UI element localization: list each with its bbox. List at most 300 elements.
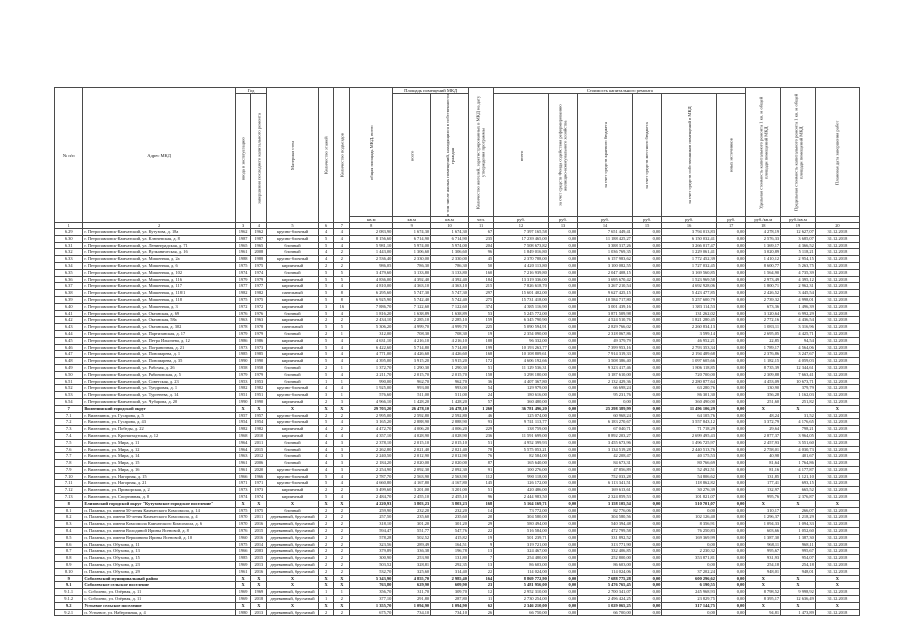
table-cell: 4 564,06 [781, 344, 816, 351]
table-cell: 629,90 [393, 582, 431, 589]
table-cell: 5 974,00 [393, 242, 431, 249]
table-row [55, 249, 860, 256]
table-cell: 1975 [235, 541, 251, 548]
table-cell: 968,11 [746, 541, 781, 548]
table-row [55, 500, 860, 507]
table-cell: 4 [334, 371, 350, 378]
table-cell: 2 [334, 596, 350, 603]
table-cell: 6.43 [55, 324, 83, 331]
table-cell: 0,00 [716, 521, 746, 528]
table-cell: 2 [318, 487, 334, 494]
table-cell: 1 925,00 [350, 385, 393, 392]
table-row [55, 494, 860, 501]
table-cell: X [235, 582, 251, 589]
table-cell: 2 877,37 [746, 432, 781, 439]
table-cell: 2 376,87 [781, 494, 816, 501]
column-number-cell: 5 [267, 223, 318, 229]
table-cell: 1974 [251, 494, 267, 501]
table-cell: 313 771,90 [578, 541, 633, 548]
table-cell: г. Вилючинск, ул. Гусарова, д. 43 [83, 419, 235, 426]
table-cell: 5 [318, 419, 334, 426]
table-cell: 159 [468, 317, 493, 324]
table-cell: 4 [334, 432, 350, 439]
table-cell: г. Вилючинск, ул. Приморская, д. 2 [83, 487, 235, 494]
table-cell: 2 496 424,25 [578, 596, 633, 603]
table-cell: 31.12.2018 [815, 453, 859, 460]
table-cell: 0,00 [548, 602, 577, 609]
table-cell: 0,00 [632, 596, 661, 603]
table-cell: 2 330,00 [393, 256, 431, 263]
table-row [55, 575, 860, 582]
table-cell: 2 484,70 [350, 494, 393, 501]
table-cell: 2 132 429,36 [578, 378, 633, 385]
table-cell: 954,07 [781, 555, 816, 562]
table-cell: 0,00 [716, 303, 746, 310]
table-cell: 2 [318, 562, 334, 569]
table-row [55, 460, 860, 467]
table-cell: 31.12.2018 [815, 534, 859, 541]
table-cell: 0,00 [716, 229, 746, 236]
table-cell: 31.12.2018 [815, 589, 859, 596]
table-cell: 7 397 165,58 [494, 229, 549, 236]
table-cell: 7 651 449,41 [578, 229, 633, 236]
table-cell: 510 701,07 [662, 500, 717, 507]
table-cell: 7.6 [55, 446, 83, 453]
table-cell: 2 [318, 330, 334, 337]
table-row [55, 514, 860, 521]
table-cell: кирпичный [267, 262, 318, 269]
table-cell: 3 [318, 392, 334, 399]
header-cost-local: за счет средств местного бюджета [632, 94, 661, 217]
table-cell: 0,00 [548, 269, 577, 276]
table-cell: 1 162,03 [781, 392, 816, 399]
table-cell: 301,20 [393, 521, 431, 528]
table-cell: 0,00 [548, 276, 577, 283]
table-cell: 5 263,75 [781, 262, 816, 269]
table-cell: кирпичный [267, 351, 318, 358]
table-cell: 693,15 [781, 480, 816, 487]
table-cell: деревянный, брусчатый [267, 521, 318, 528]
table-row [55, 256, 860, 263]
table-cell: г. Петропавловск-Камчатский, ул. Партизанская, д. 17 [83, 330, 235, 337]
table-cell: 0,00 [632, 548, 661, 555]
table-cell: 1 306,60 [431, 249, 469, 256]
table-cell: 8 [334, 296, 350, 303]
column-number-cell: 13 [548, 223, 577, 229]
table-cell: 6.36 [55, 276, 83, 283]
table-cell: 0,00 [548, 392, 577, 399]
table-cell: 2 [318, 568, 334, 575]
table-cell: блочный [267, 310, 318, 317]
table-cell: 3 915,20 [393, 358, 431, 365]
table-cell: 1 [318, 378, 334, 385]
table-cell: 37 202,24 [662, 568, 717, 575]
table-cell: 40,98 [746, 453, 781, 460]
table-cell: 0,00 [716, 378, 746, 385]
table-cell: 4 [318, 426, 334, 433]
table-cell: 310,17 [746, 507, 781, 514]
table-cell: 31.12.2018 [815, 507, 859, 514]
table-cell: 48,24 [746, 412, 781, 419]
table-cell: 0,00 [548, 514, 577, 521]
table-row [55, 521, 860, 528]
table-cell: 5 714,80 [431, 344, 469, 351]
table-cell: X [318, 575, 334, 582]
table-cell: 126 172,00 [494, 480, 549, 487]
table-cell: 1 849 016,80 [494, 249, 549, 256]
table-cell: 673,36 [746, 303, 781, 310]
table-cell: 4 966,10 [350, 398, 393, 405]
table-cell: 5 [318, 337, 334, 344]
table-cell: 360 480,00 [494, 398, 549, 405]
table-cell: блочный [267, 330, 318, 337]
table-cell: 0,00 [716, 256, 746, 263]
table-row [55, 235, 860, 242]
table-cell: 5 747,30 [393, 290, 431, 297]
table-cell: 31,52 [781, 412, 816, 419]
table-cell: г. Петропавловск-Камчатский, ул. Пономарева, д. 1 [83, 351, 235, 358]
table-cell: 2 695,05 [746, 330, 781, 337]
table-cell: 0,00 [548, 290, 577, 297]
table-cell: 253,90 [393, 555, 431, 562]
table-cell: 66 698,24 [578, 385, 633, 392]
table-cell: 6.31 [55, 242, 83, 249]
table-cell: 4 [334, 419, 350, 426]
table-cell: 1969 [235, 596, 251, 603]
table-cell: 15 601 402,00 [494, 290, 549, 297]
table-cell: 1 772 452,39 [662, 256, 717, 263]
header-area-group: Площадь помещений МКД [393, 88, 469, 94]
table-cell: 2 [318, 609, 334, 616]
table-cell: 4 006,20 [393, 426, 431, 433]
table-cell: 3 [334, 453, 350, 460]
table-row [55, 480, 860, 487]
table-row [55, 310, 860, 317]
table-row [55, 466, 860, 473]
table-cell: X [746, 405, 781, 412]
table-cell: 50 [468, 262, 493, 269]
table-cell: 3 695 670,42 [578, 276, 633, 283]
table-cell: 4 436,54 [781, 317, 816, 324]
column-number-cell: 7 [334, 223, 350, 229]
table-cell: 4 952 399,93 [494, 439, 549, 446]
table-cell: 0,00 [548, 378, 577, 385]
table-cell: 1979 [235, 371, 251, 378]
table-cell: 734,10 [393, 609, 431, 616]
table-cell: блочный [267, 249, 318, 256]
table-cell: 130,90 [746, 385, 781, 392]
table-cell: г. Петропавловск-Камчатский, ул. Мишенная, д. 116 [83, 276, 235, 283]
table-cell: 4 606 192,66 [494, 358, 549, 365]
table-cell: 1 764,86 [781, 460, 816, 467]
table-cell: 0,00 [716, 473, 746, 480]
table-row [55, 378, 860, 385]
table-cell: 3 158 105,54 [578, 500, 633, 507]
table-cell: 1988 [235, 256, 251, 263]
table-cell: 6 295,60 [350, 290, 393, 297]
table-cell: 165 640,00 [494, 460, 549, 467]
table-cell: 2 426,52 [746, 290, 781, 297]
table-cell: 14 [468, 507, 493, 514]
table-cell: X [267, 575, 318, 582]
table-cell: 245 968,93 [662, 589, 717, 596]
table-cell: 2010 [251, 432, 267, 439]
table-cell: кирпичный [267, 283, 318, 290]
table-cell: 78 [468, 446, 493, 453]
table-cell: 9 627 425,15 [578, 290, 633, 297]
table-cell: 1 094,33 [746, 521, 781, 528]
table-cell: 4 771,00 [350, 351, 393, 358]
table-cell: 6.38 [55, 290, 83, 297]
table-cell: 0,00 [716, 371, 746, 378]
table-cell: 0,00 [716, 562, 746, 569]
table-cell: 0,00 [632, 378, 661, 385]
table-cell: 3 266 017,47 [662, 242, 717, 249]
table-cell: 580 494,00 [494, 521, 549, 528]
table-cell: 1 296,37 [746, 514, 781, 521]
table-row [55, 528, 860, 535]
table-cell: 2018 [251, 596, 267, 603]
table-cell: 551,77 [393, 528, 431, 535]
table-cell: X [815, 602, 859, 609]
table-cell: 1974 [251, 269, 267, 276]
table-cell: 4 999,70 [431, 324, 469, 331]
table-cell: 6 345 790,90 [494, 317, 549, 324]
table-cell: 708,30 [393, 330, 431, 337]
table-cell: 995,67 [746, 548, 781, 555]
table-cell: 4 472,70 [350, 426, 393, 433]
table-cell: 798,21 [781, 426, 816, 433]
table-cell: 169 613,61 [578, 487, 633, 494]
table-cell: 4 836,00 [350, 276, 393, 283]
table-cell: крупно-блочный [267, 480, 318, 487]
table-cell: 10 108 809,61 [494, 351, 549, 358]
table-cell: 31.12.2018 [815, 555, 859, 562]
table-cell: 2 455,10 [393, 494, 431, 501]
table-cell: Елизовский городской округ "Кутузовское городское поселение" [83, 500, 235, 507]
table-cell: 2 758,01 [746, 446, 781, 453]
table-cell: 2 [334, 534, 350, 541]
table-cell: 1 [318, 589, 334, 596]
table-cell: 1 097 605,66 [662, 358, 717, 365]
table-cell: 0,00 [548, 364, 577, 371]
table-row [55, 358, 860, 365]
table-cell: крупно-блочный [267, 235, 318, 242]
table-cell: 3 [334, 439, 350, 446]
table-cell: 131,85 [746, 473, 781, 480]
table-cell: 5 575 053,21 [494, 446, 549, 453]
table-cell: 31.12.2018 [815, 426, 859, 433]
table-cell: 8.10 [55, 568, 83, 575]
table-cell: 0,00 [716, 487, 746, 494]
table-cell: 23 829,75 [662, 596, 717, 603]
table-cell: 1 383 114,53 [662, 303, 717, 310]
table-cell: 0,00 [632, 534, 661, 541]
table-cell: 4 [334, 337, 350, 344]
table-cell: 1 674,30 [393, 229, 431, 236]
table-cell: 4 006,20 [431, 426, 469, 433]
table-cell: 1976 [235, 528, 251, 535]
table-cell: 0,00 [716, 337, 746, 344]
table-cell: 2 952 310,00 [494, 589, 549, 596]
table-cell: 5 714,80 [393, 344, 431, 351]
table-cell: 675,70 [350, 609, 393, 616]
table-cell: 4 [334, 351, 350, 358]
table-cell: г. Вилючинск, ул. Мира, д. 11 [83, 439, 235, 446]
table-cell: 131 262,02 [662, 310, 717, 317]
table-cell: 0,00 [716, 609, 746, 616]
table-body [55, 223, 860, 616]
table-cell: 0,00 [548, 494, 577, 501]
table-cell: 31.12.2018 [815, 385, 859, 392]
table-cell: 314,40 [431, 568, 469, 575]
table-cell: блочный [267, 364, 318, 371]
table-cell: 31.12.2018 [815, 229, 859, 236]
table-cell: 968,11 [781, 541, 816, 548]
table-cell: X [334, 405, 350, 412]
table-cell: 2 194 489,68 [662, 351, 717, 358]
table-cell: 0,00 [548, 473, 577, 480]
table-cell: 5 [318, 296, 334, 303]
table-cell: 2 [334, 262, 350, 269]
table-cell: 0,00 [548, 256, 577, 263]
table-cell: 328,81 [393, 562, 431, 569]
table-cell: 1 052,60 [781, 528, 816, 535]
table-cell: г. Петропавловск-Камчатский, ул. Мишенная, д. 118/1 [83, 290, 235, 297]
table-cell: 1958 [251, 364, 267, 371]
unit-cell: руб. [548, 217, 577, 223]
table-cell: 0,00 [632, 589, 661, 596]
table-cell: 11 591 699,00 [494, 432, 549, 439]
table-cell: 1963 [235, 453, 251, 460]
table-cell: 1 496 725,97 [662, 439, 717, 446]
table-cell: 6.39 [55, 296, 83, 303]
table-cell: 31.12.2018 [815, 358, 859, 365]
table-cell: 3 134 519,28 [578, 446, 633, 453]
table-cell: 6.50 [55, 371, 83, 378]
table-cell: 0,00 [716, 296, 746, 303]
table-cell: 26 478,10 [431, 405, 469, 412]
table-cell: 0,00 [548, 358, 577, 365]
table-cell: 2008 [251, 249, 267, 256]
table-row [55, 426, 860, 433]
table-cell: 0,00 [632, 324, 661, 331]
table-cell: 66 700,00 [578, 609, 633, 616]
table-cell: 0,00 [548, 575, 577, 582]
table-cell: блочный [267, 378, 318, 385]
table-cell: г. Петропавловск-Камчатский, ул. Мишенная, д. 6 [83, 262, 235, 269]
table-cell: 54 [468, 385, 493, 392]
table-cell: кирпичный [267, 358, 318, 365]
table-cell: 0,00 [716, 568, 746, 575]
unit-cell: кв.м [393, 217, 431, 223]
table-cell: 125 074,00 [494, 412, 549, 419]
table-cell: 1988 [251, 256, 267, 263]
table-row [55, 568, 860, 575]
table-cell: 0,00 [716, 548, 746, 555]
table-cell: 2016 [251, 521, 267, 528]
table-cell: 503,52 [350, 562, 393, 569]
table-cell: 7.11 [55, 480, 83, 487]
table-cell: 31.12.2018 [815, 351, 859, 358]
table-cell: 1979 [235, 276, 251, 283]
table-cell: 6 113 341,51 [578, 480, 633, 487]
table-cell: 540 394,48 [578, 521, 633, 528]
table-cell: 0,00 [548, 229, 577, 236]
table-cell: 0,00 [548, 568, 577, 575]
table-cell: п. Паланка, ул. Обухова, д. 13 [83, 548, 235, 555]
table-cell: 76 [468, 453, 493, 460]
table-cell: 2 985,40 [431, 575, 469, 582]
table-cell: 2 [318, 317, 334, 324]
table-cell: 2 [334, 507, 350, 514]
table-cell: блочный [267, 269, 318, 276]
table-cell: 46 952,21 [662, 337, 717, 344]
table-cell: 962,70 [431, 378, 469, 385]
table-cell: 0,00 [632, 555, 661, 562]
table-cell: 4 [318, 453, 334, 460]
table-cell: 2 285,10 [431, 317, 469, 324]
table-cell: 0,00 [632, 494, 661, 501]
table-cell: 1973 [235, 487, 251, 494]
table-cell: 7 886,70 [350, 303, 393, 310]
table-cell: 2 211,70 [350, 371, 393, 378]
header-area-all: всего [393, 94, 431, 217]
table-row [55, 412, 860, 419]
table-cell: г. Вилючинск, ул. Нагорная, д. 21 [83, 480, 235, 487]
table-cell: 4 524 510,76 [578, 317, 633, 324]
table-cell: 0,00 [548, 405, 577, 412]
table-cell: 0,00 [632, 337, 661, 344]
table-cell: 2 015,70 [431, 371, 469, 378]
table-cell: 292,35 [431, 562, 469, 569]
table-cell: 331 892,52 [578, 534, 633, 541]
table-cell: 4 453,09 [746, 378, 781, 385]
table-cell: 5 [318, 324, 334, 331]
table-cell: 1962 [235, 229, 251, 236]
table-cell: 0,00 [632, 453, 661, 460]
header-max-cost: Предельная стоимость капитального ремонта 1 кв. м общей площади помещений МКД [781, 88, 816, 217]
table-cell: 3 187 610,00 [578, 371, 633, 378]
table-cell: 252 800,00 [578, 555, 633, 562]
table-cell: 164 [468, 575, 493, 582]
table-row [55, 596, 860, 603]
table-cell: крупно-блочный [267, 392, 318, 399]
table-cell: 1990 [235, 398, 251, 405]
table-row [55, 548, 860, 555]
table-cell: 4 363,10 [431, 283, 469, 290]
table-cell: 4 998,01 [781, 296, 816, 303]
column-number-cell: 19 [781, 223, 816, 229]
table-cell: кирпичный [267, 487, 318, 494]
table-cell: 6.42 [55, 317, 83, 324]
table-cell: X [318, 602, 334, 609]
table-cell: 86 603,00 [578, 562, 633, 569]
table-cell: 26 478,10 [393, 405, 431, 412]
table-cell: X [815, 405, 859, 412]
table-cell: 0,00 [716, 555, 746, 562]
table-cell: 2015 [251, 528, 267, 535]
table-cell: 2 083,90 [350, 229, 393, 236]
table-cell: Устьевое сельское поселение [83, 602, 235, 609]
table-cell: 7 663,41 [781, 371, 816, 378]
table-cell: 9 741 113,77 [494, 419, 549, 426]
table-cell: 0,00 [632, 514, 661, 521]
table-cell: 3 803,23 [393, 500, 431, 507]
table-cell: 2 829 766,02 [578, 324, 633, 331]
table-cell: 1954 [251, 419, 267, 426]
table-cell: 1966 [235, 548, 251, 555]
